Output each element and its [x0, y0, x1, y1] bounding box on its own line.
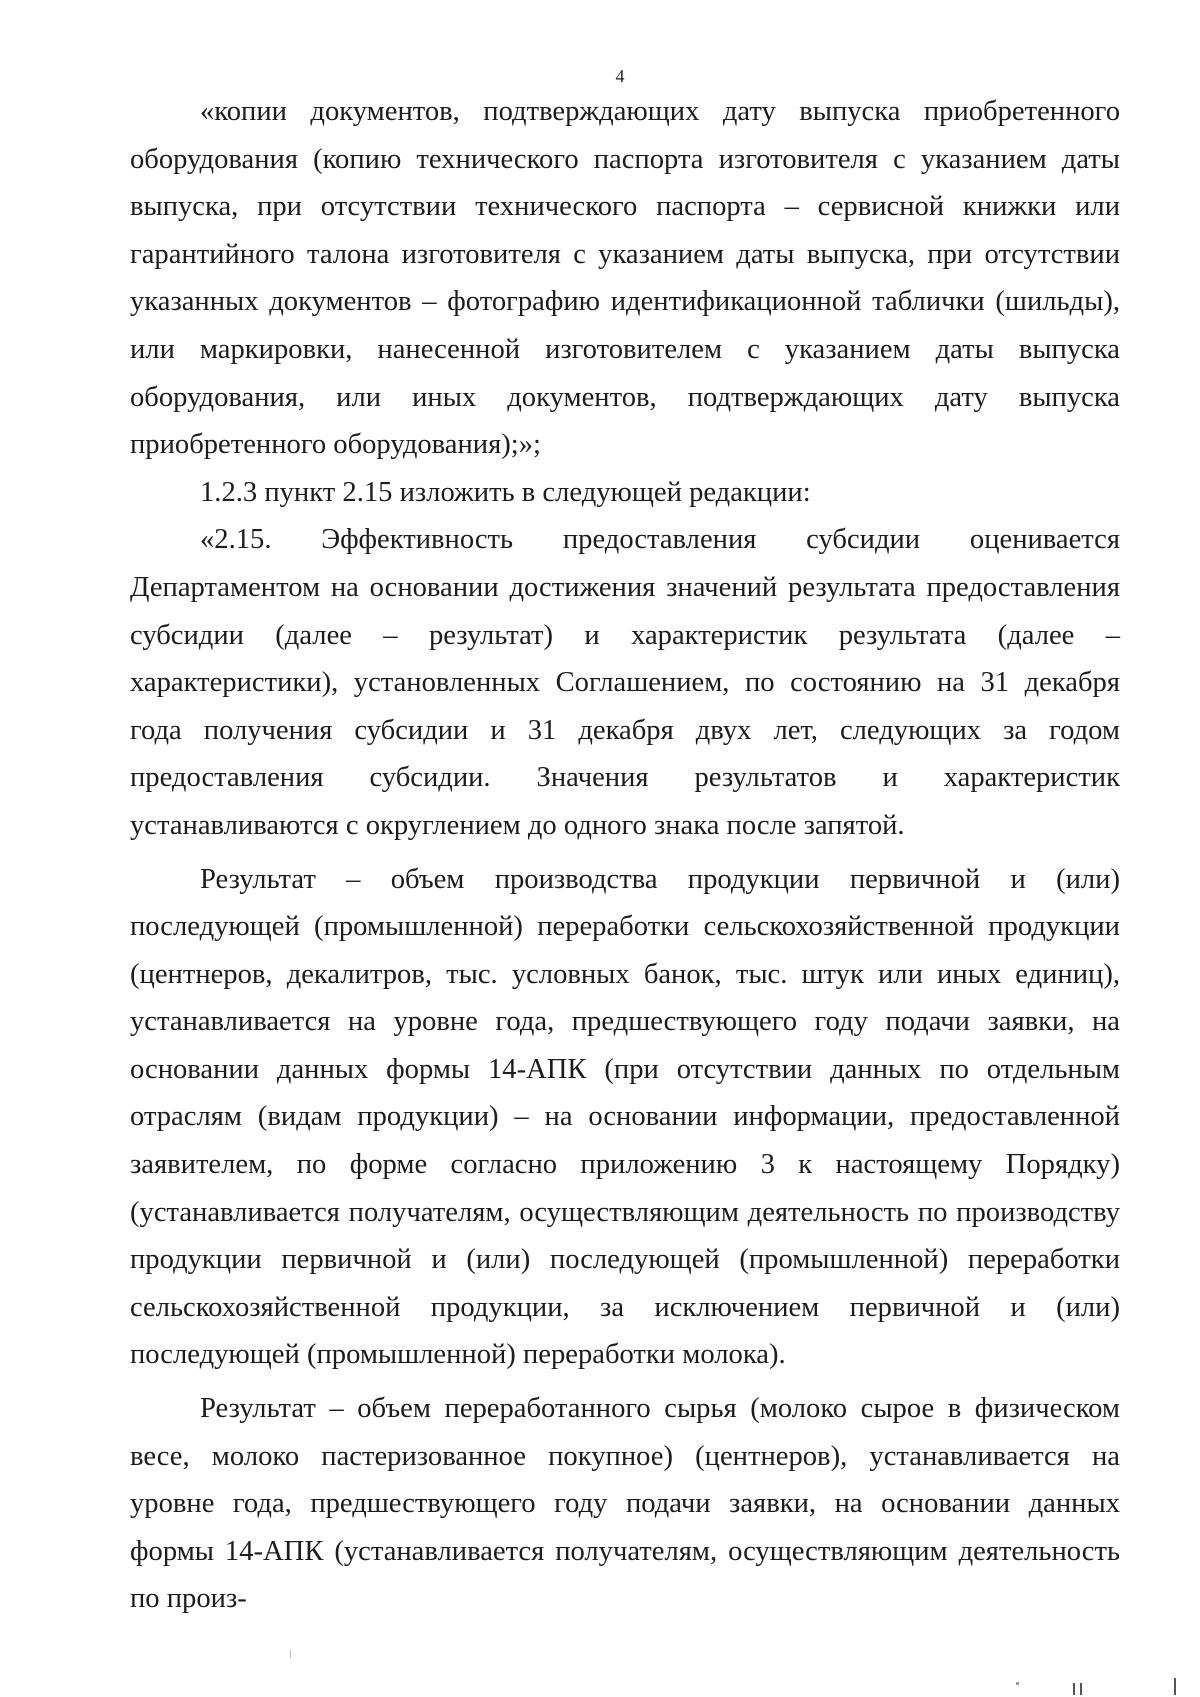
scan-artifact-mark [290, 1650, 291, 1658]
scan-artifact-mark [1073, 1683, 1075, 1695]
paragraph-result-milk: Результат – объем переработанного сырья (молоко сырое в физическом весе, молоко пастеризованное покупное) (центнеров), устанавливается на уровне года, предшествующего году подачи заявки, на основании данных формы 14-АПК (устанавливается получателям, осуществляющим деятельность по произ- [130, 1393, 1120, 1615]
scan-artifact-mark [1174, 1678, 1176, 1695]
scan-artifact-mark [1016, 1682, 1019, 1685]
page-number: 4 [615, 66, 625, 86]
paragraph-clause-1-2-3: 1.2.3 пункт 2.15 изложить в следующей редакции: [200, 476, 811, 508]
paragraph-result-production: Результат – объем производства продукции первичной и (или) последующей (промышленной) переработки сельскохозяйственной продукции (центнеров, декалитров, тыс. условных банок, тыс. штук или иных единиц), устанавливается на уровне года, предшествующего году подачи заявки, на основании данных формы 14-АПК (при отсутствии данных по отдельным отраслям (видам продукции) – на основании информации, предоставленной заявителем, по форме согласно приложению 3 к настоящему Порядку) (устанавливается получателям, осуществляющим деятельность по производству продукции первичной и (или) последующей (промышленной) переработки сельскохозяйственной продукции, за исключением первичной и (или) последующей (промышленной) переработки молока). [130, 863, 1120, 1371]
paragraph-equipment-documents: «копии документов, подтверждающих дату выпуска приобретенного оборудования (копию технического паспорта изготовителя с указанием даты выпуска, при отсутствии технического паспорта – сервисной книжки или гарантийного талона изготовителя с указанием даты выпуска, при отсутствии указанных документов – фотографию идентификационной таблички (шильды), или маркировки, нанесенной изготовителем с указанием даты выпуска оборудования, или иных документов, подтверждающих дату выпуска приобретенного оборудования);»; [130, 96, 1120, 461]
scan-artifact-mark [1080, 1683, 1082, 1695]
paragraph-clause-2-15: «2.15. Эффективность предоставления субсидии оценивается Департаментом на основании достижения значений результата предоставления субсидии (далее – результат) и характеристик результата (далее – характеристики), установленных Соглашением, по состоянию на 31 декабря года получения субсидии и 31 декабря двух лет, следующих за годом предоставления субсидии. Значения результатов и характеристик устанавливаются с округлением до одного знака после запятой. [130, 524, 1120, 841]
document-body [130, 88, 1120, 1623]
